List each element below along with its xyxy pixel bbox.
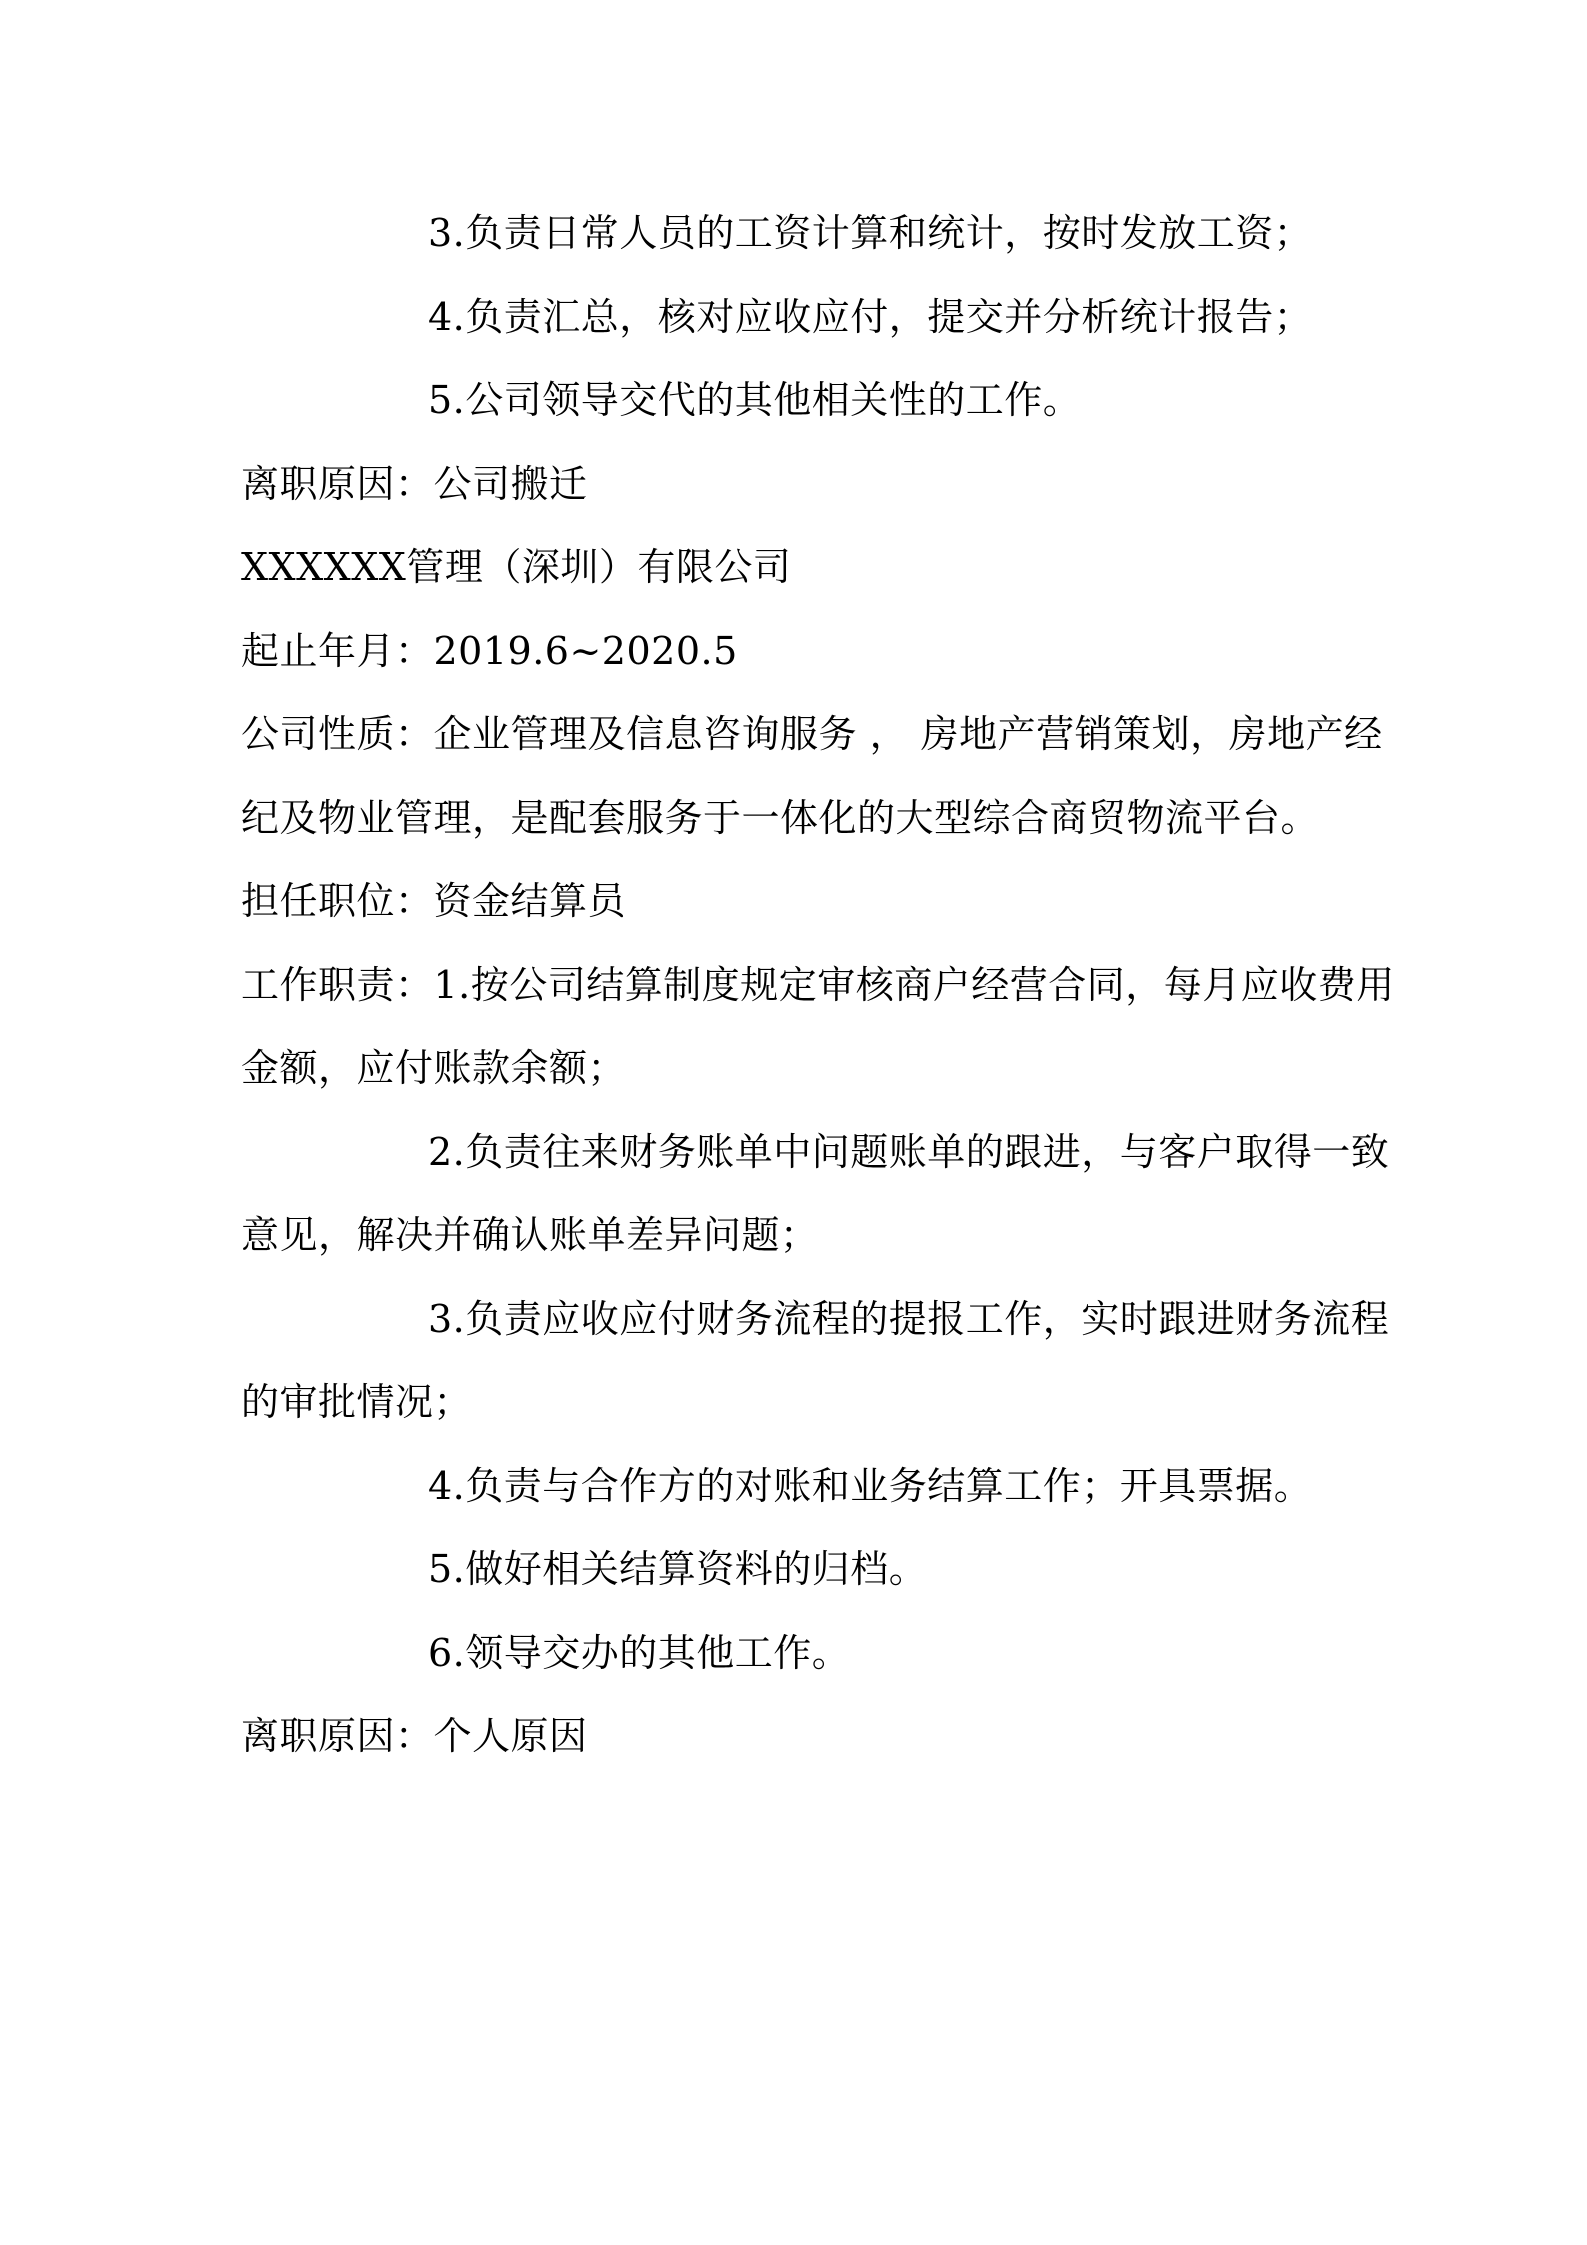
job-duties-heading: 工作职责：1.按公司结算制度规定审核商户经营合同，每月应收费用 [241, 962, 1395, 1007]
duty-item-payroll: 3.负责日常人员的工资计算和统计，按时发放工资； [428, 211, 1313, 255]
document-body [241, 192, 1395, 1779]
duty-item-summary-report: 4.负责汇总，核对应收应付，提交并分析统计报告； [428, 294, 1313, 339]
duty-item-bill-followup: 2.负责往来财务账单中问题账单的跟进，与客户取得一致 [428, 1129, 1390, 1174]
duty-item-process-submission-continued: 的审批情况； [241, 1380, 473, 1424]
company-nature: 公司性质：企业管理及信息咨询服务 ， 房地产营销策划，房地产经 [241, 712, 1383, 756]
duty-item-bill-followup-continued: 意见，解决并确认账单差异问题； [241, 1213, 819, 1257]
duty-item-other-tasks: 5.公司领导交代的其他相关性的工作。 [428, 378, 1082, 422]
company-nature-continued: 纪及物业管理，是配套服务于一体化的大型综合商贸物流平台。 [241, 795, 1320, 840]
employment-period: 起止年月：2019.6~2020.5 [241, 628, 738, 673]
duty-item-leader-tasks: 6.领导交办的其他工作。 [428, 1630, 851, 1675]
company-name: XXXXXX管理（深圳）有限公司 [241, 545, 792, 589]
leave-reason: 离职原因：公司搬迁 [241, 461, 588, 506]
job-position: 担任职位：资金结算员 [241, 879, 627, 923]
duty-item-reconciliation: 4.负责与合作方的对账和业务结算工作；开具票据。 [428, 1463, 1313, 1508]
leave-reason-personal: 离职原因：个人原因 [241, 1714, 588, 1758]
duty-item-process-submission: 3.负责应收应付财务流程的提报工作，实时跟进财务流程 [428, 1296, 1390, 1341]
job-duties-continued: 金额，应付账款余额； [241, 1046, 627, 1090]
duty-item-archiving: 5.做好相关结算资料的归档。 [428, 1547, 928, 1591]
